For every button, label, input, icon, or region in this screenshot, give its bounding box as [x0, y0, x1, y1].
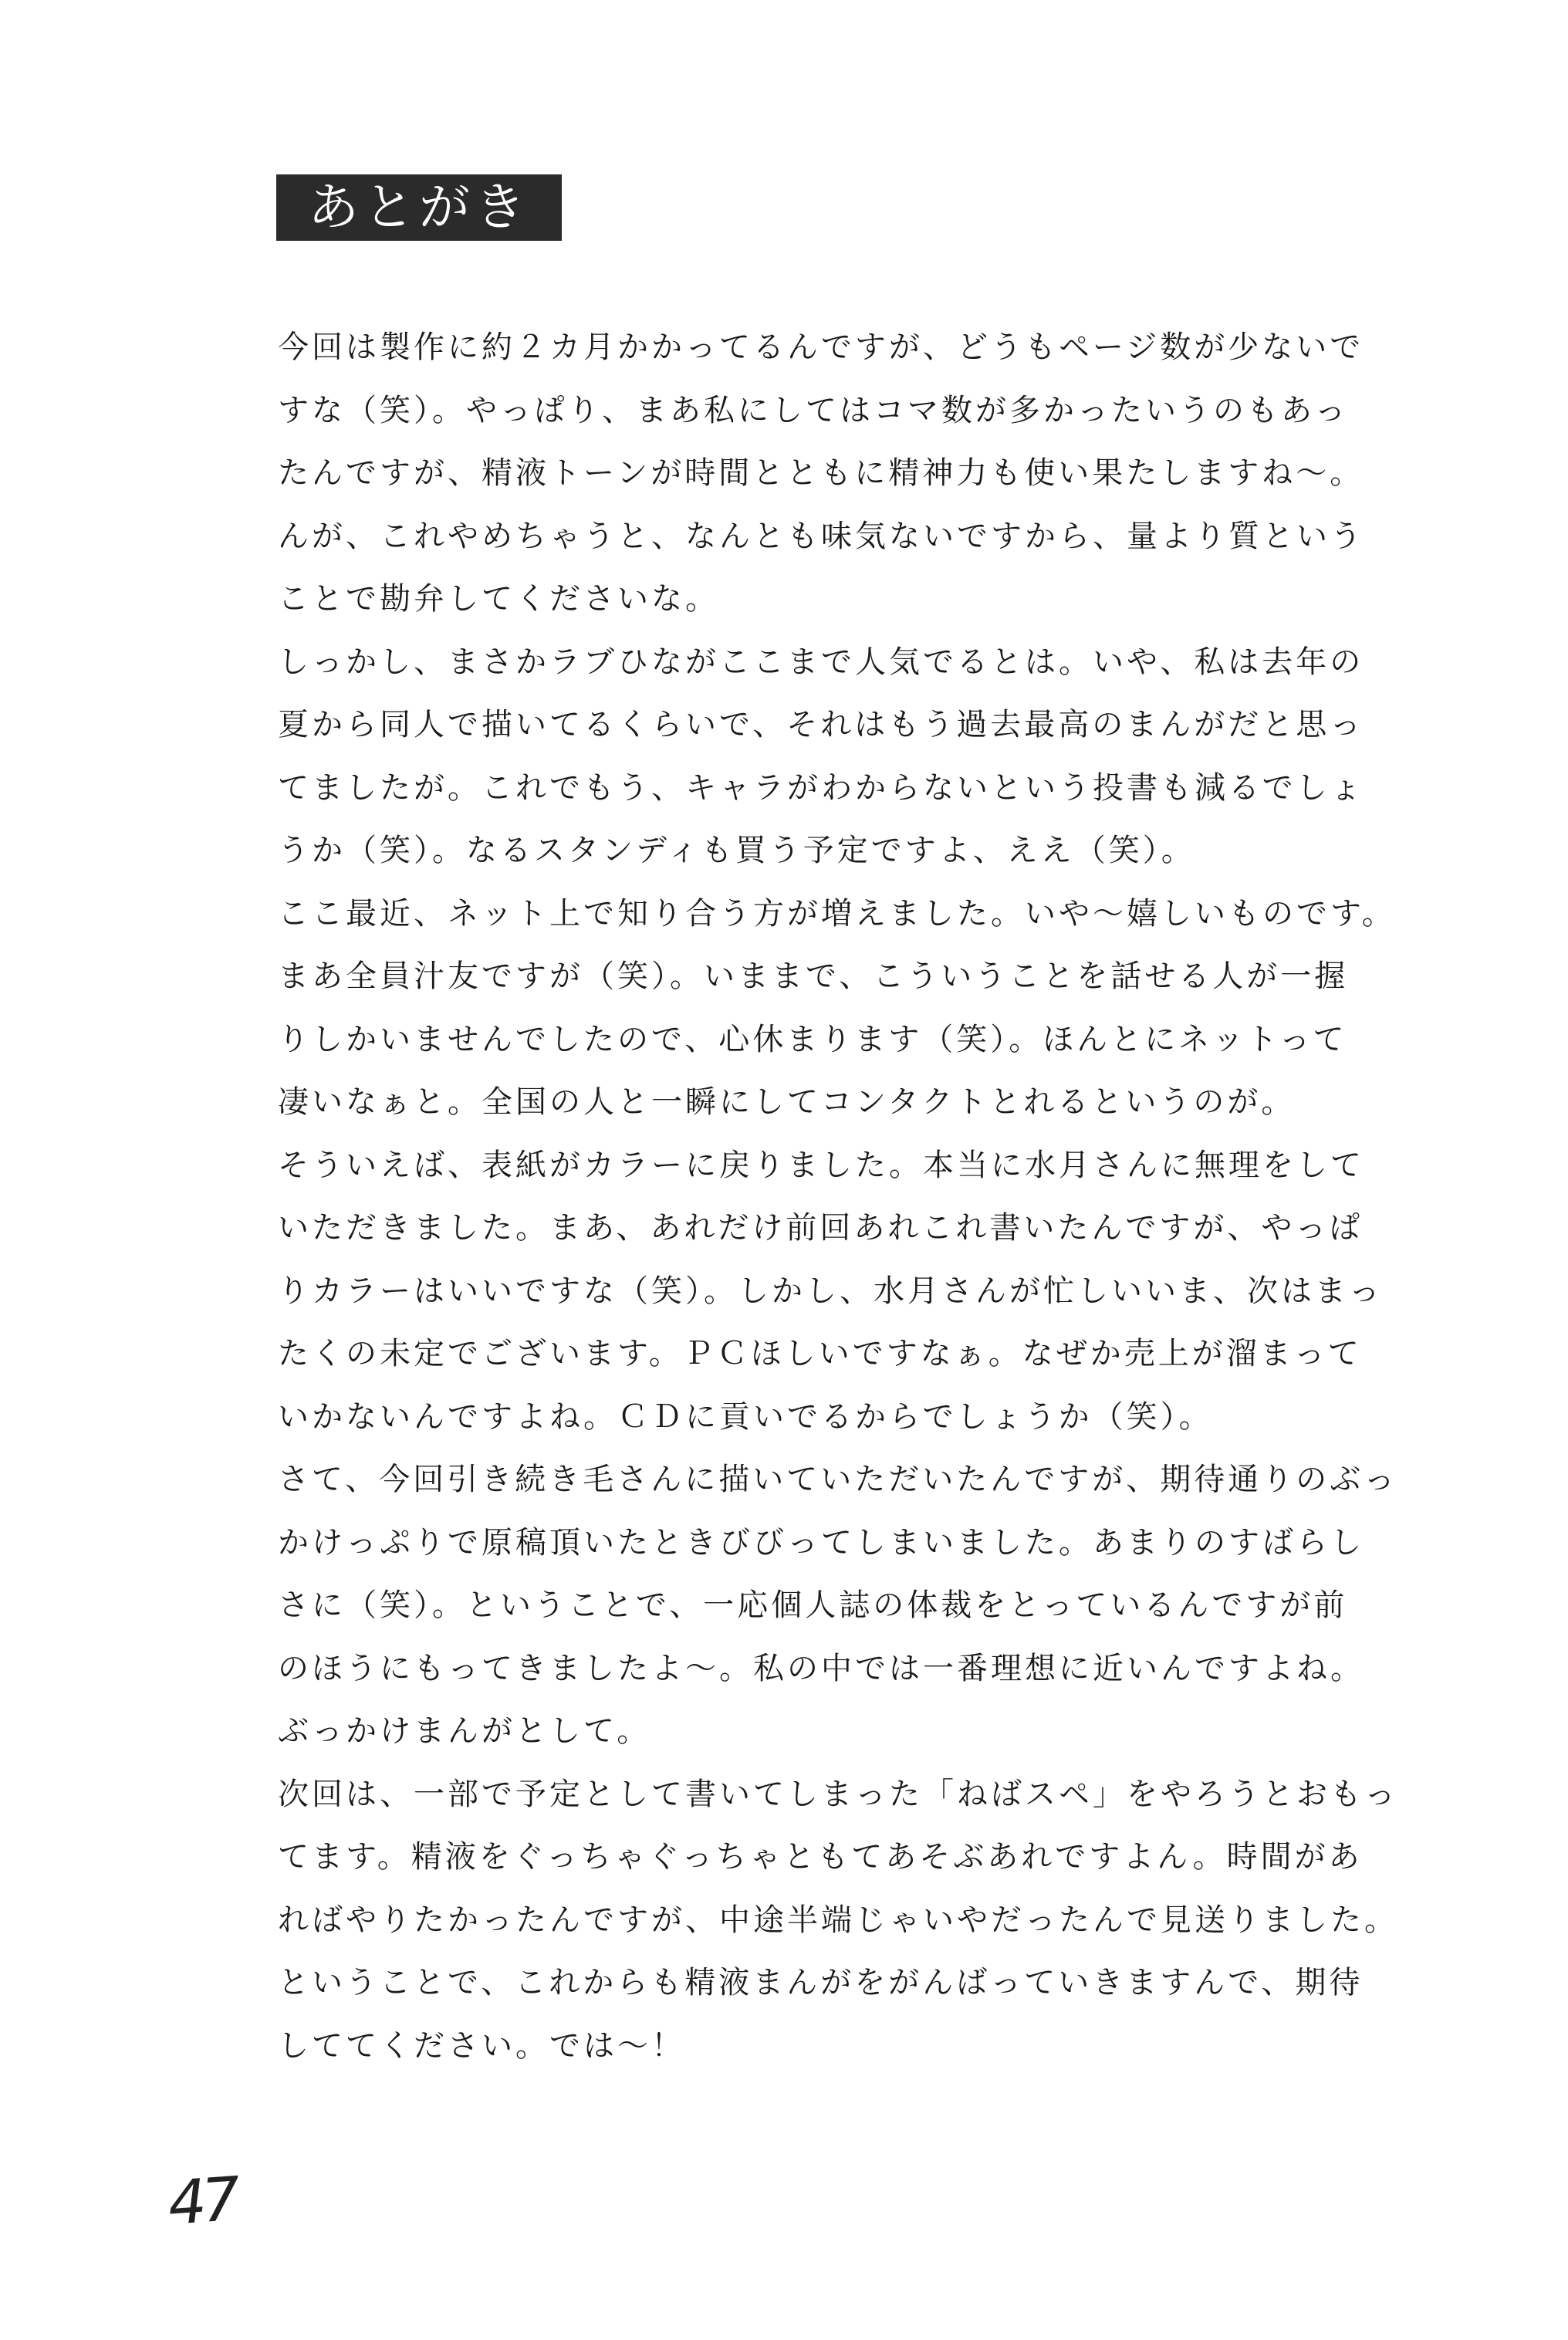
- body-line: 今回は製作に約２カ月かかってるんですが、どうもページ数が少ないで: [278, 330, 1364, 365]
- body-line: たくの未定でございます。ＰＣほしいですなぁ。なぜか売上が溜まって: [278, 1336, 1362, 1371]
- body-line: てます。精液をぐっちゃぐっちゃともてあそぶあれですよん。時間があ: [278, 1839, 1363, 1875]
- body-line: さて、今回引き続き毛さんに描いていただいたんですが、期待通りのぶっ: [278, 1462, 1398, 1497]
- body-line: さに（笑）。ということで、一応個人誌の体裁をとっているんですが前: [278, 1588, 1348, 1623]
- body-line: ここ最近、ネット上で知り合う方が増えました。いや～嬉しいものです。: [278, 895, 1396, 932]
- body-line: しっかし、まさかラブひながここまで人気でるとは。いや、私は去年の: [278, 644, 1364, 680]
- body-line: ぶっかけまんがとして。: [278, 1713, 651, 1749]
- body-line: 凄いなぁと。全国の人と一瞬にしてコンタクトとれるというのが。: [278, 1084, 1296, 1120]
- body-line: まあ全員汁友ですが（笑）。いままで、こういうことを話せる人が一握: [278, 959, 1349, 994]
- page-title: あとがき: [276, 174, 562, 241]
- body-line: りカラーはいいですな（笑）。しかし、水月さんが忙しいいま、次はまっ: [278, 1273, 1383, 1309]
- body-line: りしかいませんでしたので、心休まります（笑）。ほんとにネットって: [278, 1021, 1347, 1057]
- page-number: 47: [165, 2165, 238, 2239]
- body-line: しててください。では～！: [278, 2027, 685, 2064]
- body-line: 夏から同人で描いてるくらいで、それはもう過去最高のまんがだと思っ: [278, 707, 1364, 742]
- body-line: んが、これやめちゃうと、なんとも味気ないですから、量より質という: [278, 518, 1364, 554]
- body-line: てましたが。これでもう、キャラがわからないという投書も減るでしょ: [278, 769, 1364, 806]
- body-line: たんですが、精液トーンが時間とともに精神力も使い果たしますね～。: [278, 455, 1364, 491]
- body-line: すな（笑）。やっぱり、まあ私にしてはコマ数が多かったいうのもあっ: [278, 392, 1349, 428]
- body-line: そういえば、表紙がカラーに戻りました。本当に水月さんに無理をして: [278, 1147, 1364, 1183]
- body-line: 次回は、一部で予定として書いてしまった「ねばスペ」をやろうとおもっ: [278, 1776, 1398, 1812]
- body-line: いただきました。まあ、あれだけ前回あれこれ書いたんですが、やっぱ: [278, 1210, 1364, 1246]
- body-line: のほうにもってきましたよ～。私の中では一番理想に近いんですよね。: [278, 1650, 1364, 1686]
- body-line: ればやりたかったんですが、中途半端じゃいやだったんで見送りました。: [278, 1902, 1398, 1938]
- body-line: かけっぷりで原稿頂いたときびびってしまいました。あまりのすばらし: [278, 1524, 1364, 1561]
- body-line: いかないんですよね。ＣＤに貢いでるからでしょうか（笑）。: [278, 1398, 1213, 1435]
- body-line: ことで勘弁してくださいな。: [278, 581, 719, 617]
- body-line: ということで、これからも精液まんがをがんばっていきますんで、期待: [278, 1965, 1364, 2000]
- body-line: うか（笑）。なるスタンディも買う予定ですよ、ええ（笑）。: [278, 833, 1195, 868]
- afterword-body: [278, 316, 1428, 2078]
